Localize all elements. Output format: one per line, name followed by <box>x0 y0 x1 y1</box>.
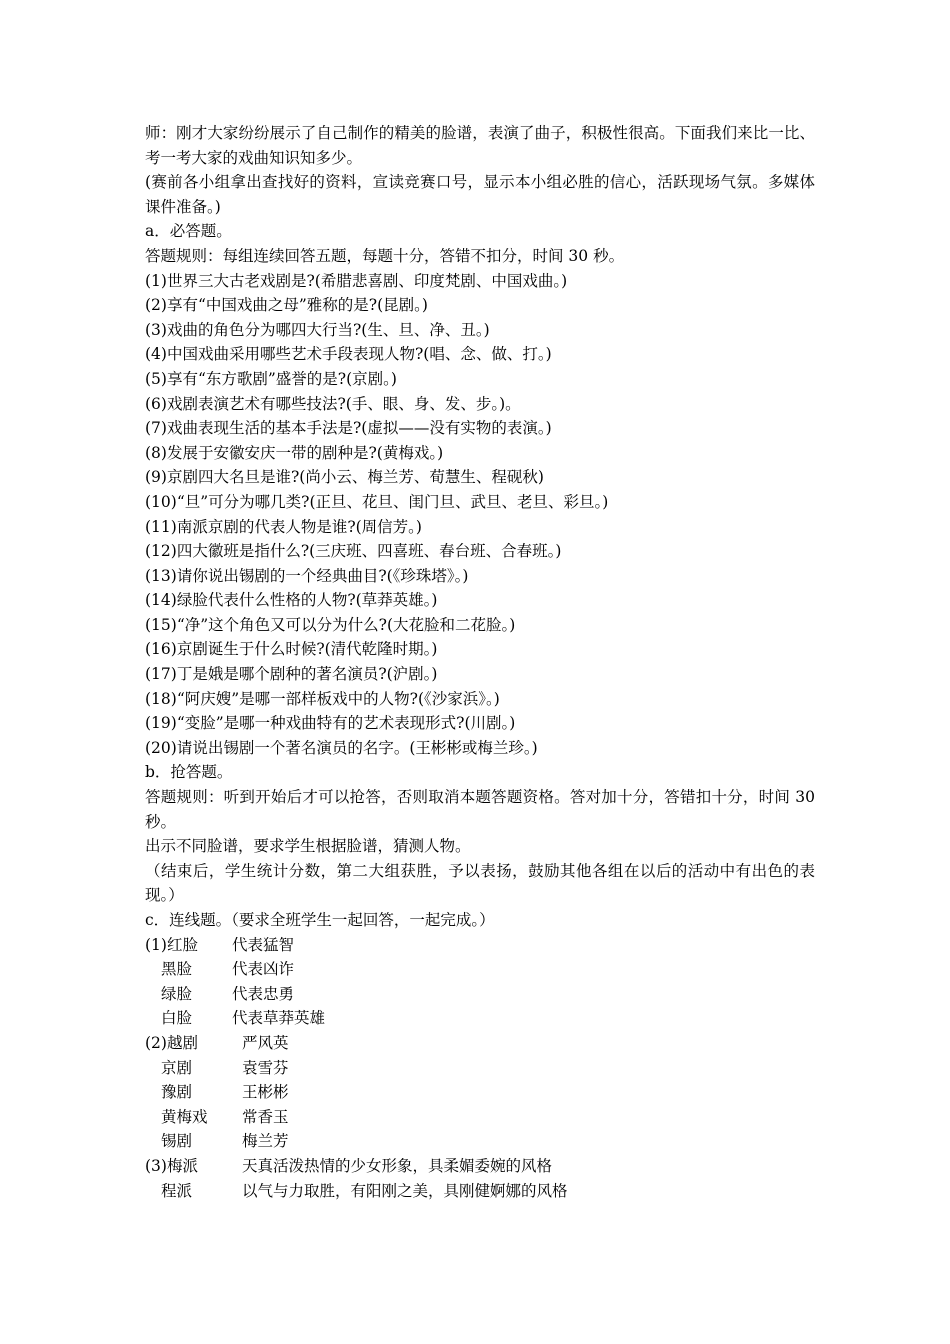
match-right-item: 袁雪芬 <box>242 1058 289 1077</box>
match-right-item: 梅兰芳 <box>242 1132 289 1151</box>
section-b-title: b．抢答题。 <box>145 763 233 782</box>
question-item: (18)“阿庆嫂”是哪一部样板戏中的人物?(《沙家浜》。) <box>145 689 500 708</box>
question-item: (4)中国戏曲采用哪些艺术手段表现人物?(唱、念、做、打。) <box>145 345 552 364</box>
match-row <box>145 1031 815 1056</box>
section-b-result: （结束后，学生统计分数，第二大组获胜，予以表扬，鼓励其他各组在以后的活动中有出色的表现。） <box>145 861 815 905</box>
section-a-rules: 答题规则：每组连续回答五题，每题十分，答错不扣分，时间 30 秒。 <box>145 246 625 265</box>
match-right-item: 以气与力取胜，有阳刚之美，具刚健婀娜的风格 <box>242 1181 568 1200</box>
question-item: (1)世界三大古老戏剧是?(希腊悲喜剧、印度梵剧、中国戏曲。) <box>145 271 568 290</box>
question-item: (11)南派京剧的代表人物是谁?(周信芳。) <box>145 517 422 536</box>
question-item: (8)发展于安徽安庆一带的剧种是?(黄梅戏。) <box>145 443 444 462</box>
match-row <box>145 1056 815 1081</box>
match-right-item: 代表猛智 <box>232 935 295 954</box>
section-b-task: 出示不同脸谱，要求学生根据脸谱，猜测人物。 <box>145 837 471 856</box>
question-item: (16)京剧诞生于什么时候?(清代乾隆时期。) <box>145 640 438 659</box>
match-row <box>145 1179 815 1204</box>
match-group-1 <box>145 933 815 1031</box>
question-item: (19)“变脸”是哪一种戏曲特有的艺术表现形式?(川剧。) <box>145 714 516 733</box>
document-body <box>145 121 815 1203</box>
match-right-item: 代表忠勇 <box>232 984 295 1003</box>
question-item: (6)戏剧表演艺术有哪些技法?(手、眼、身、发、步。)。 <box>145 394 521 413</box>
question-item: (20)请说出锡剧一个著名演员的名字。(王彬彬或梅兰珍。) <box>145 738 538 757</box>
match-row <box>145 933 815 958</box>
match-left-item: 锡剧 <box>161 1132 193 1151</box>
match-group-3 <box>145 1154 815 1203</box>
question-item: (5)享有“东方歌剧”盛誉的是?(京剧。) <box>145 369 397 388</box>
question-item: (17)丁是娥是哪个剧种的著名演员?(沪剧。) <box>145 665 438 684</box>
question-item: (12)四大徽班是指什么?(三庆班、四喜班、春台班、合春班。) <box>145 542 562 561</box>
match-left-item: 白脸 <box>161 1009 193 1028</box>
match-left-item: (1)红脸 <box>145 935 198 954</box>
section-c-title: c．连线题。（要求全班学生一起回答，一起完成。） <box>145 911 495 929</box>
match-right-item: 王彬彬 <box>242 1083 289 1102</box>
match-row <box>145 1154 815 1179</box>
question-item: (14)绿脸代表什么性格的人物?(草莽英雄。) <box>145 591 438 610</box>
match-left-item: 黄梅戏 <box>161 1107 208 1126</box>
match-left-item: 豫剧 <box>161 1083 193 1102</box>
question-item: (7)戏曲表现生活的基本手法是?(虚拟——没有实物的表演。) <box>145 419 552 438</box>
question-list <box>145 269 815 761</box>
match-left-item: (2)越剧 <box>145 1033 198 1052</box>
section-b-rules: 答题规则：听到开始后才可以抢答，否则取消本题答题资格。答对加十分，答错扣十分，时间 30 秒。 <box>145 788 815 831</box>
match-right-item: 代表凶诈 <box>232 960 295 979</box>
match-left-item: 绿脸 <box>161 984 193 1003</box>
match-right-item: 常香玉 <box>242 1107 289 1126</box>
match-right-item: 天真活泼热情的少女形象，具柔媚委婉的风格 <box>242 1156 553 1175</box>
question-item: (13)请你说出锡剧的一个经典曲目?(《珍珠塔》。) <box>145 566 469 585</box>
match-row <box>145 1080 815 1105</box>
match-row <box>145 982 815 1007</box>
match-right-item: 代表草莽英雄 <box>232 1009 326 1028</box>
teacher-intro: 师：刚才大家纷纷展示了自己制作的精美的脸谱，表演了曲子，积极性很高。下面我们来比一比、考一考大家的戏曲知识知多少。 <box>145 124 815 167</box>
match-left-item: (3)梅派 <box>145 1156 198 1175</box>
match-row <box>145 1105 815 1130</box>
question-item: (2)享有“中国戏曲之母”雅称的是?(昆剧。) <box>145 296 428 315</box>
match-right-item: 严风英 <box>242 1033 289 1052</box>
match-left-item: 京剧 <box>161 1058 193 1077</box>
match-row <box>145 1006 815 1031</box>
question-item: (3)戏曲的角色分为哪四大行当?(生、旦、净、丑。) <box>145 320 490 339</box>
section-a-title: a．必答题。 <box>145 222 232 241</box>
match-row <box>145 1129 815 1154</box>
match-left-item: 程派 <box>161 1181 193 1200</box>
question-item: (15)“净”这个角色又可以分为什么?(大花脸和二花脸。) <box>145 615 516 634</box>
question-item: (9)京剧四大名旦是谁?(尚小云、梅兰芳、荀慧生、程砚秋) <box>145 468 544 487</box>
match-group-2 <box>145 1031 815 1154</box>
prep-note: (赛前各小组拿出查找好的资料，宣读竞赛口号，显示本小组必胜的信心，活跃现场气氛。多媒体课件准备。) <box>145 173 815 216</box>
match-row <box>145 957 815 982</box>
match-left-item: 黑脸 <box>161 960 193 979</box>
question-item: (10)“旦”可分为哪几类?(正旦、花旦、闺门旦、武旦、老旦、彩旦。) <box>145 492 609 511</box>
